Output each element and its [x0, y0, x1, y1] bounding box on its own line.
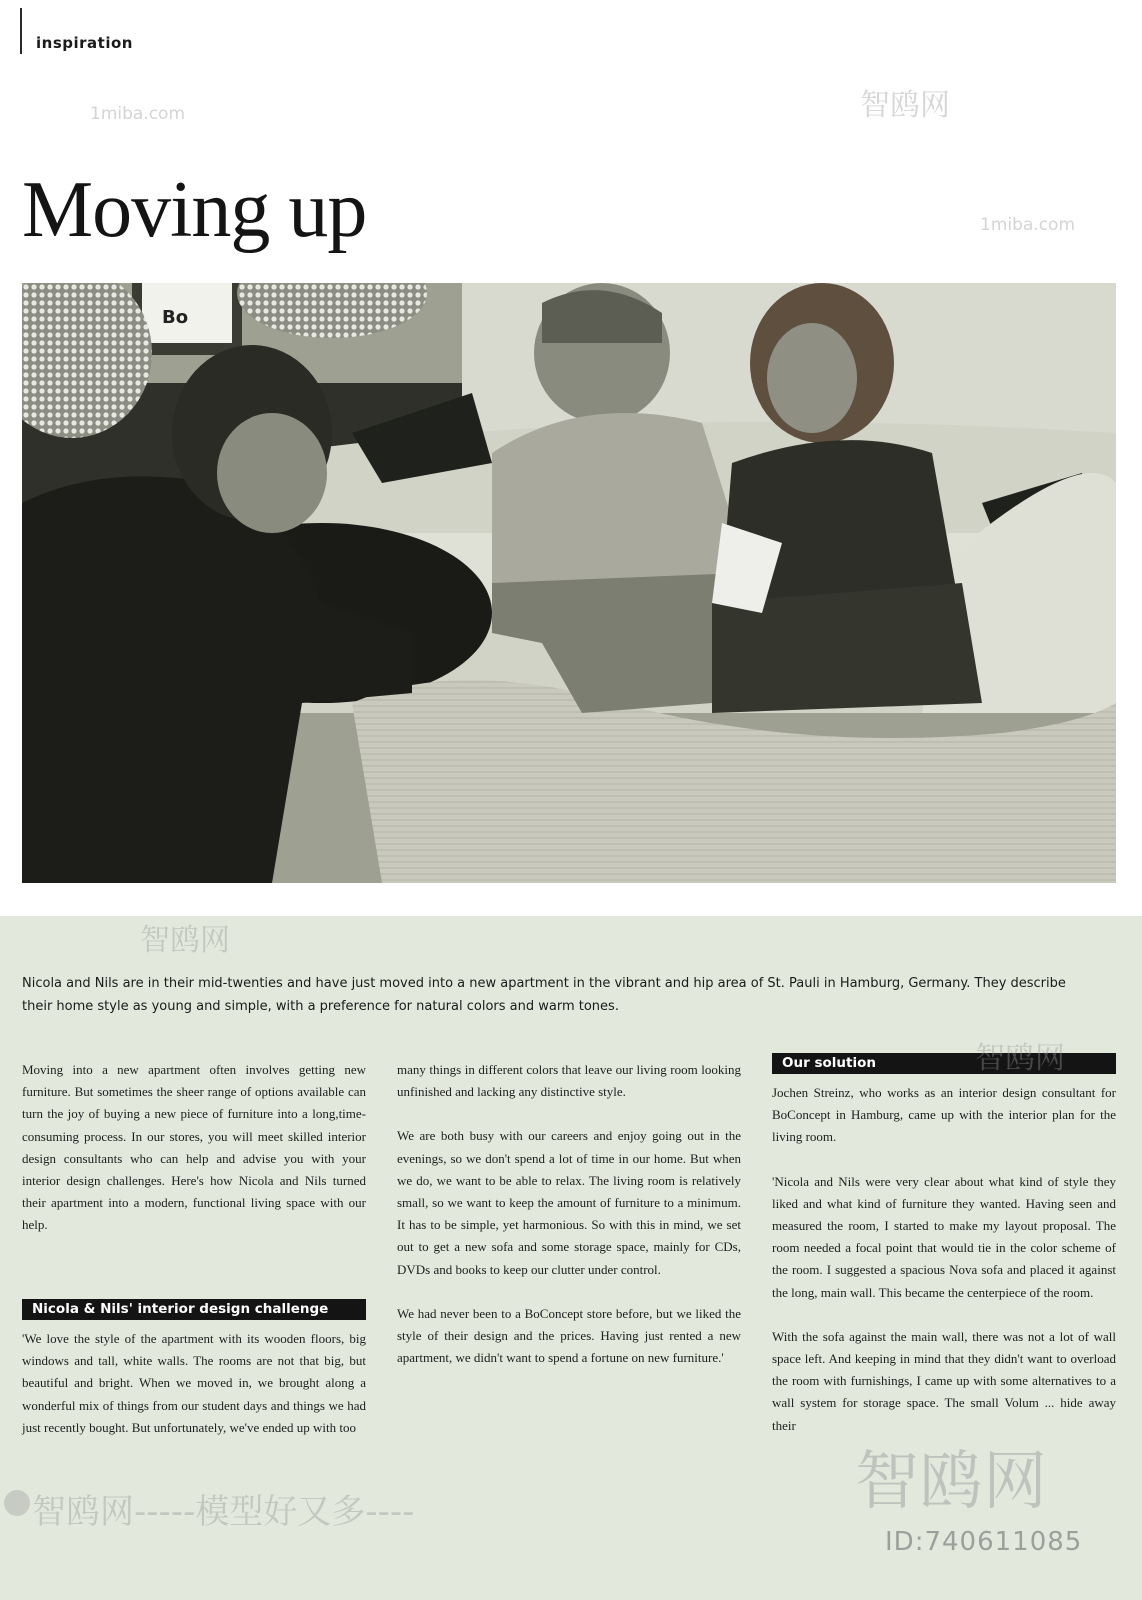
solution-heading: Our solution	[772, 1053, 1116, 1074]
photo-sign-text: Bo	[162, 307, 189, 328]
watermark-cn: 智鸥网	[860, 88, 950, 123]
watermark-cn: 智鸥网	[140, 923, 230, 958]
article-photo	[22, 283, 1116, 883]
col2-paragraph-1: many things in different colors that leave our living room looking unfinished and lacking any distinctive style.	[397, 1062, 741, 1100]
solution-paragraph-1: Jochen Streinz, who works as an interior design consultant for BoConcept in Hamburg, came up with the interior plan for the living room.	[772, 1085, 1116, 1145]
watermark-cn-line: 智鸥网-----模型好又多----	[32, 1492, 415, 1532]
column-1	[22, 1059, 366, 1259]
challenge-paragraph: 'We love the style of the apartment with its wooden floors, big windows and tall, white walls. The rooms are not that big, but beautiful and bright. When we moved in, we brought along a wonderful mix of things from our student days and things we had just recently bought. But unfortunately, we've ended up with too	[22, 1331, 366, 1435]
watermark-id: ID:740611085	[885, 1527, 1083, 1557]
watermark-big: 智鸥网	[855, 1445, 1047, 1519]
col2-paragraph-2: We are both busy with our careers and enjoy going out in the evenings, so we don't spend a lot of time in our home. But when we do, we want to be able to relax. The living room is relatively small, so we want to keep the amount of furniture to a minimum. It has to be simple, yet harmonious. So with this in mind, we set out to get a new sofa and some storage space, mainly for CDs, DVDs and books to keep our clutter under control.	[397, 1128, 741, 1277]
solution-paragraph-2: 'Nicola and Nils were very clear about what kind of style they liked and what kind of furniture they wanted. Having seen and measured the room, I started to make my layout proposal. The room needed a focal point that would tie in the color scheme of the room. I suggested a spacious Nova sofa and placed it against the long, main wall. This became the centerpiece of the room.	[772, 1173, 1116, 1300]
photo-illustration	[22, 283, 1116, 883]
col2-paragraph-3: We had never been to a BoConcept store before, but we liked the style of their design and the prices. Having just rented a new apartment, we didn't want to spend a fortune on new furniture.'	[397, 1305, 741, 1366]
article-title: Moving up	[22, 166, 367, 254]
challenge-heading: Nicola & Nils' interior design challenge	[22, 1299, 366, 1320]
watermark-cn: 智鸥网	[975, 1041, 1065, 1076]
column-3	[772, 1082, 1116, 1459]
col1-paragraph-1: Moving into a new apartment often involves getting new furniture. But sometimes the sheer range of options available can turn the joy of buying a new piece of furniture into a long,time-consuming process. In our stores, you will meet skilled interior design consultants who can help and advise you with your interior design challenges. Here's how Nicola and Nils turned their apartment into a modern, functional living space with our help.	[22, 1062, 366, 1233]
section-label: inspiration	[36, 34, 133, 52]
section-rule	[20, 8, 22, 54]
intro-paragraph: Nicola and Nils are in their mid-twenties and have just moved into a new apartment in the vibrant and hip area of St. Pauli in Hamburg, Germany. They describe their home style as young and simple, with a preference for natural colors and warm tones.	[22, 976, 1066, 1014]
watermark-logo-icon	[4, 1490, 30, 1516]
watermark-url: 1miba.com	[980, 215, 1076, 235]
watermark-url: 1miba.com	[90, 104, 186, 124]
column-2	[397, 1059, 741, 1391]
solution-paragraph-3: With the sofa against the main wall, there was not a lot of wall space left. And keeping in mind that they didn't want to overload the room with furnishings, I came up with some alternatives to a wall system for storage space. The small Volum ... hide away their	[772, 1328, 1116, 1433]
